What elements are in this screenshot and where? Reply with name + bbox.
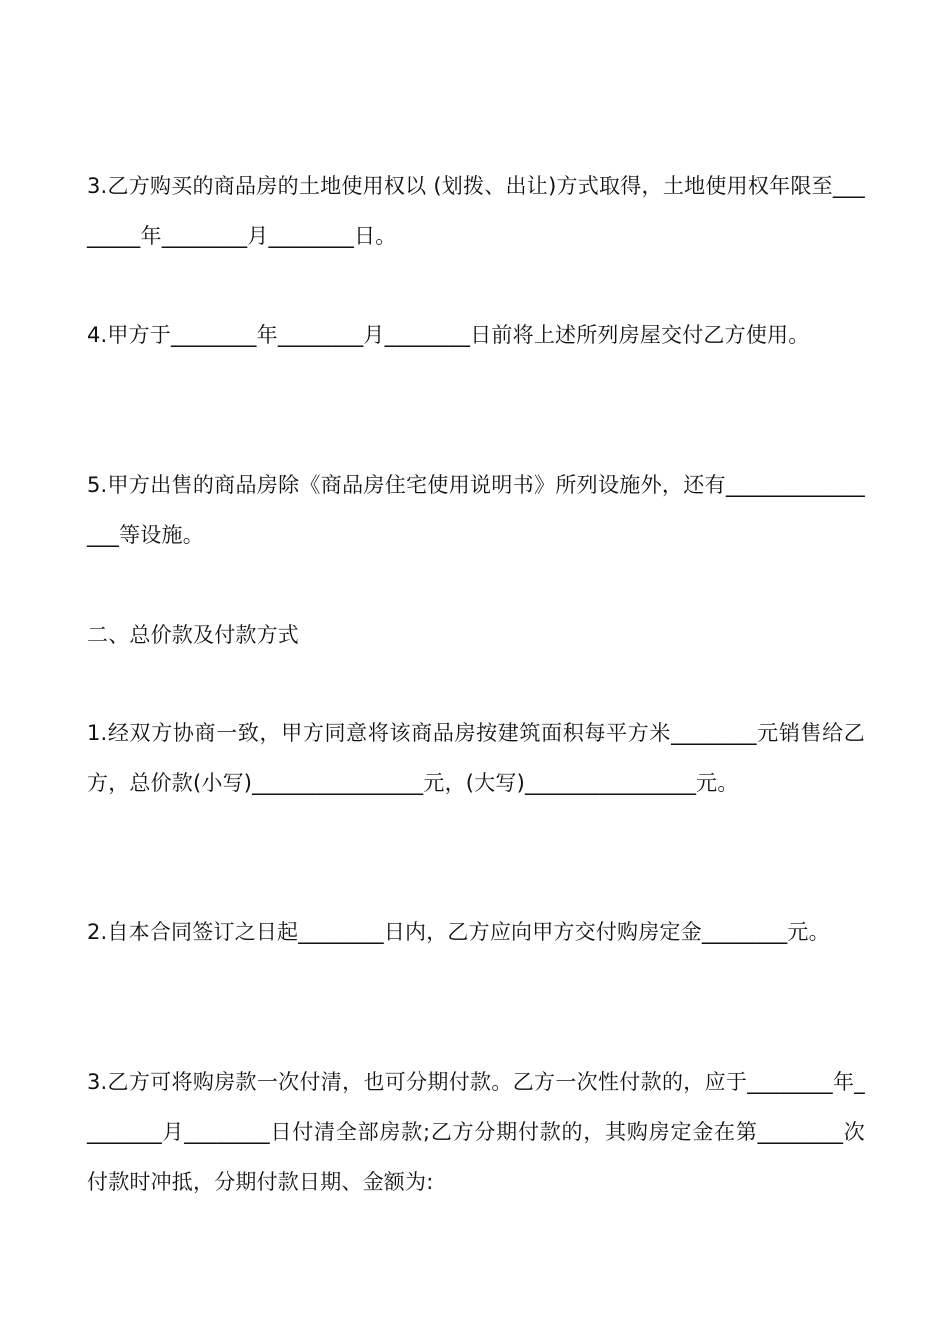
clause-delivery-date: 4.甲方于________年________月________日前将上述所列房屋交付乙方使用。 [87,323,810,347]
clause-unit-price-total: 1.经双方协商一致，甲方同意将该商品房按建筑面积每平方米________元销售给乙方，总价款(小写)________________元，(大写)________________元。 [87,721,865,795]
section-heading-price-payment: 二、总价款及付款方式 [87,623,299,647]
clause-land-use-rights: 3.乙方购买的商品房的土地使用权以 (划拨、出让)方式取得，土地使用权年限至________年________月________日。 [87,174,865,248]
clause-deposit: 2.自本合同签订之日起________日内，乙方应向甲方交付购房定金________元。 [87,920,830,944]
clause-payment-method: 3.乙方可将购房款一次付清，也可分期付款。乙方一次性付款的，应于________年________月________日付清全部房款;乙方分期付款的，其购房定金在第________次付款时冲抵，分期付款日期、金额为: [87,1070,865,1194]
clause-facilities: 5.甲方出售的商品房除《商品房住宅使用说明书》所列设施外，还有________________等设施。 [87,473,865,547]
